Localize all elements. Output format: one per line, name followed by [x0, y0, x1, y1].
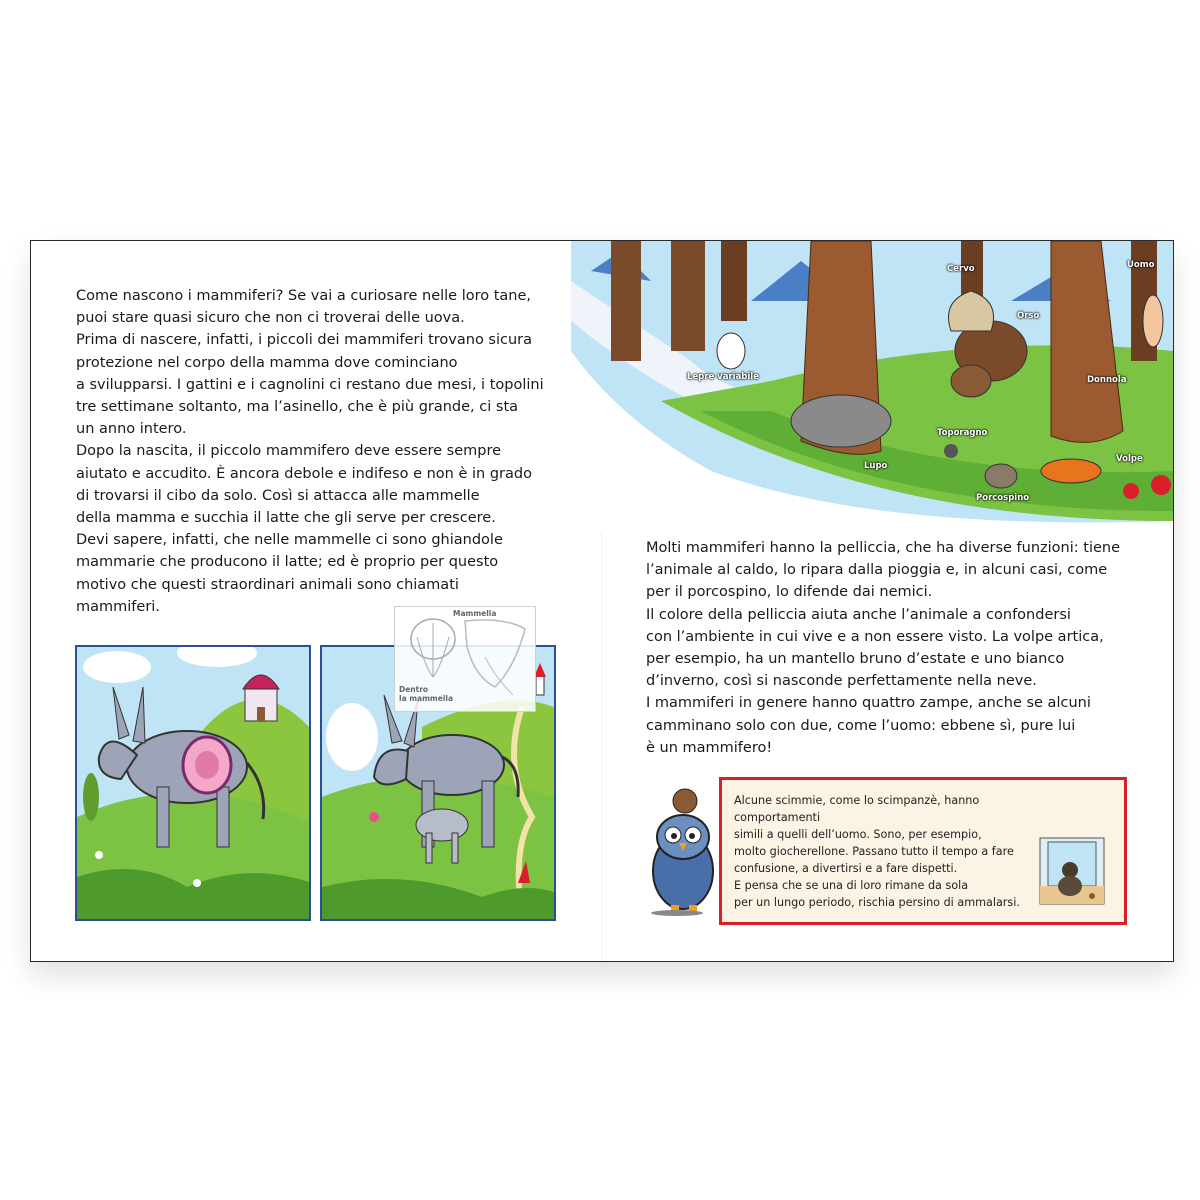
- mammella-label: Mammella: [453, 609, 497, 618]
- label-donnola: Donnola: [1087, 375, 1127, 385]
- left-line: mammarie che producono il latte; ed è proprio per questo: [76, 554, 499, 571]
- right-line: Il colore della pelliccia aiuta anche l’animale a confondersi: [646, 606, 1071, 623]
- left-line: Come nascono i mammiferi? Se vai a curiosare nelle loro tane,: [76, 288, 532, 304]
- label-toporagno: Toporagno: [937, 428, 988, 438]
- info-line: E pensa che se una di loro rimane da sola: [734, 879, 969, 892]
- left-line: a svilupparsi. I gattini e i cagnolini ci restano due mesi, i topolini: [76, 376, 544, 393]
- dentro-label-line1: Dentro: [399, 685, 429, 694]
- left-line: della mamma e succhia il latte che gli serve per crescere.: [76, 510, 496, 527]
- label-porcospino: Porcospino: [976, 493, 1030, 503]
- right-line: è un mammifero!: [646, 739, 773, 756]
- info-line: Alcune scimmie, come lo scimpanzè, hanno comportamenti: [734, 794, 980, 824]
- right-line: per il porcospino, lo difende dai nemici.: [646, 584, 933, 601]
- right-line: l’animale al caldo, lo ripara dalla pioggia e, in alcuni casi, come: [646, 562, 1108, 579]
- donkey-pregnant-illustration: [75, 645, 311, 921]
- label-lupo: Lupo: [864, 461, 888, 471]
- mammella-diagram: [394, 606, 536, 712]
- label-lepre-variabile: Lepre variabile: [687, 372, 759, 382]
- owl-mascot-illustration: [637, 777, 717, 917]
- left-line: un anno intero.: [76, 421, 187, 438]
- right-line: I mammiferi in genere hanno quattro zampe, anche se alcuni: [646, 695, 1091, 712]
- left-line: motivo che questi straordinari animali sono chiamati: [76, 576, 459, 593]
- left-line: puoi stare quasi sicuro che non ci troverai delle uova.: [76, 310, 465, 327]
- info-line: per un lungo periodo, rischia persino di ammalarsi.: [734, 896, 1020, 909]
- label-volpe: Volpe: [1116, 454, 1143, 464]
- label-uomo: Uomo: [1127, 260, 1155, 270]
- left-line: Prima di nascere, infatti, i piccoli dei mammiferi trovano sicura: [76, 332, 533, 349]
- right-line: Molti mammiferi hanno la pelliccia, che ha diverse funzioni: tiene: [646, 540, 1121, 556]
- label-orso: Orso: [1017, 311, 1040, 321]
- info-box-text: [734, 792, 1034, 911]
- chimpanzee-room-illustration: [1038, 836, 1106, 906]
- right-line: per esempio, ha un mantello bruno d’estate e uno bianco: [646, 651, 1065, 668]
- right-line: camminano solo con due, come l’uomo: ebbene sì, pure lui: [646, 717, 1076, 734]
- chimpanzee-info-box: [719, 777, 1127, 925]
- left-line: Dopo la nascita, il piccolo mammifero deve essere sempre: [76, 443, 502, 460]
- left-line: aiutato e accudito. È ancora debole e indifeso e non è in grado: [76, 465, 532, 482]
- right-line: con l’ambiente in cui vive e a non essere visto. La volpe artica,: [646, 628, 1104, 645]
- right-page-text: [646, 537, 1146, 759]
- left-line: Devi sapere, infatti, che nelle mammelle ci sono ghiandole: [76, 532, 503, 549]
- left-page-text: [76, 285, 546, 618]
- info-line: molto giocherellone. Passano tutto il tempo a fare: [734, 845, 1014, 858]
- left-line: tre settimane soltanto, ma l’asinello, che è più grande, ci sta: [76, 399, 519, 416]
- left-line: di trovarsi il cibo da solo. Così si attacca alle mammelle: [76, 487, 480, 504]
- right-line: d’inverno, così si nasconde perfettamente nella neve.: [646, 673, 1037, 690]
- dentro-label-line2: la mammella: [399, 694, 454, 703]
- forest-animals-illustration: [571, 241, 1173, 531]
- label-cervo: Cervo: [947, 264, 975, 274]
- book-spread: [30, 240, 1174, 962]
- info-line: simili a quelli dell’uomo. Sono, per esempio,: [734, 828, 982, 841]
- left-line: mammiferi.: [76, 598, 160, 615]
- left-line: protezione nel corpo della mamma dove cominciano: [76, 354, 458, 371]
- info-line: confusione, a divertirsi e a fare dispetti.: [734, 862, 958, 875]
